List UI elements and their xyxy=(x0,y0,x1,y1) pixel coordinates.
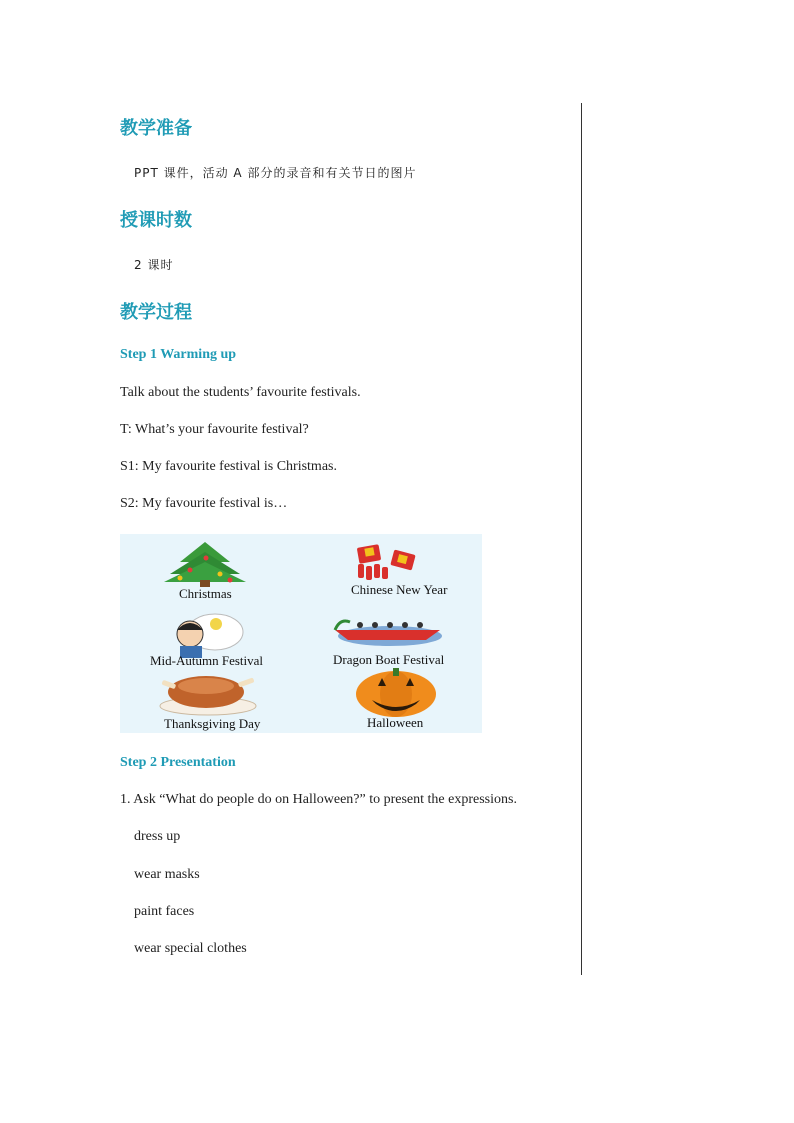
step1-line: Talk about the students’ favourite festivals. xyxy=(120,385,361,400)
step2-item: 1. Ask “What do people do on Halloween?” to present the expressions. xyxy=(120,792,517,807)
expression-item: paint faces xyxy=(134,904,195,919)
festival-drawings xyxy=(120,534,482,733)
column-divider xyxy=(581,103,582,975)
christmas-tree-icon xyxy=(164,542,246,587)
heading-hours: 授课时数 xyxy=(120,210,192,231)
expression-item: wear special clothes xyxy=(134,941,247,956)
festival-label-thanksgiving: Thanksgiving Day xyxy=(164,716,261,731)
festival-label-halloween: Halloween xyxy=(367,715,424,730)
preparation-text: PPT 课件，活动 A 部分的录音和有关节日的图片 xyxy=(134,166,417,180)
festival-label-chinese-new-year: Chinese New Year xyxy=(351,582,448,597)
step1-line: S2: My favourite festival is… xyxy=(120,496,288,511)
festival-illustration xyxy=(120,534,482,733)
step1-line: S1: My favourite festival is Christmas. xyxy=(120,459,337,474)
pumpkin-icon xyxy=(356,668,436,717)
expression-item: wear masks xyxy=(134,867,200,882)
festival-label-mid-autumn: Mid-Autumn Festival xyxy=(150,653,264,668)
heading-process: 教学过程 xyxy=(120,302,192,323)
chinese-new-year-icon xyxy=(357,544,416,580)
dragon-boat-icon xyxy=(335,621,442,646)
step1-line: T: What’s your favourite festival? xyxy=(120,422,309,437)
step1-title: Step 1 Warming up xyxy=(120,347,237,362)
mid-autumn-icon xyxy=(177,614,243,658)
hours-text: 2 课时 xyxy=(134,258,174,272)
festival-label-dragon-boat: Dragon Boat Festival xyxy=(333,652,445,667)
turkey-icon xyxy=(160,676,256,715)
step2-title: Step 2 Presentation xyxy=(120,755,236,770)
expression-item: dress up xyxy=(134,829,181,844)
festival-label-christmas: Christmas xyxy=(179,586,232,601)
heading-preparation: 教学准备 xyxy=(120,118,192,139)
